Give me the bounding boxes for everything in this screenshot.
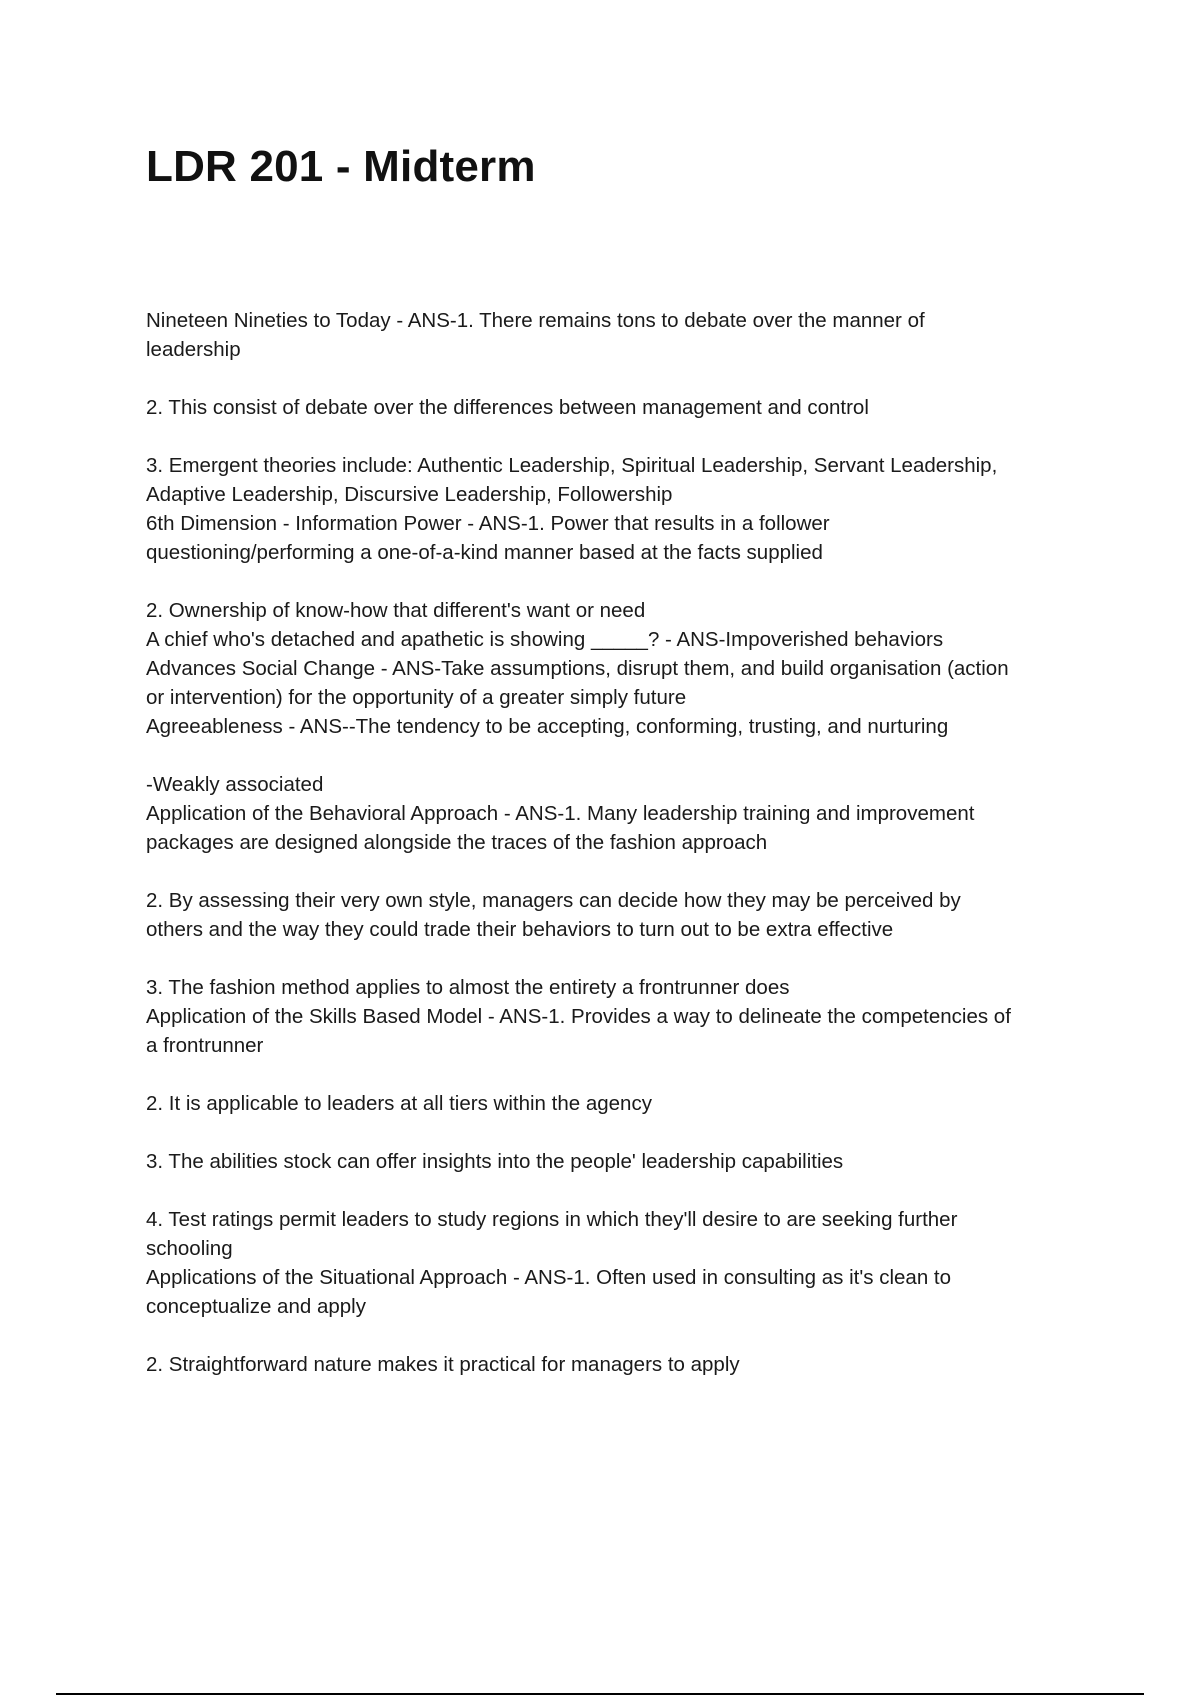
text-line: Advances Social Change - ANS-Take assumptions, disrupt them, and build organisation (action — [146, 657, 1009, 680]
paragraph — [146, 1205, 1090, 1321]
text-line: Nineteen Nineties to Today - ANS-1. There remains tons to debate over the manner of — [146, 309, 925, 332]
document-body — [146, 306, 1090, 1379]
paragraph — [146, 1350, 1090, 1379]
page-title: LDR 201 - Midterm — [146, 142, 536, 191]
paragraph — [146, 1089, 1090, 1118]
text-line: 3. The fashion method applies to almost the entirety a frontrunner does — [146, 976, 790, 999]
paragraph — [146, 306, 1090, 364]
text-line: A chief who's detached and apathetic is showing _____? - ANS-Impoverished behaviors — [146, 628, 944, 651]
text-line: Application of the Behavioral Approach - ANS-1. Many leadership training and improvement — [146, 802, 975, 825]
text-line: 4. Test ratings permit leaders to study regions in which they'll desire to are seeking further — [146, 1208, 958, 1231]
text-line: 3. Emergent theories include: Authentic Leadership, Spiritual Leadership, Servant Leadership, — [146, 454, 998, 477]
text-line: 2. This consist of debate over the differences between management and control — [146, 396, 869, 419]
paragraph — [146, 770, 1090, 857]
text-line: 3. The abilities stock can offer insights into the people' leadership capabilities — [146, 1150, 844, 1173]
paragraph — [146, 393, 1090, 422]
text-line: 2. By assessing their very own style, managers can decide how they may be perceived by — [146, 889, 961, 912]
text-line: a frontrunner — [146, 1034, 264, 1057]
page-bottom-divider — [56, 1693, 1144, 1695]
text-line: questioning/performing a one-of-a-kind manner based at the facts supplied — [146, 541, 823, 564]
text-line: Applications of the Situational Approach - ANS-1. Often used in consulting as it's clean to — [146, 1266, 952, 1289]
text-line: conceptualize and apply — [146, 1295, 366, 1318]
text-line: 2. It is applicable to leaders at all tiers within the agency — [146, 1092, 652, 1115]
paragraph — [146, 886, 1090, 944]
text-line: 2. Straightforward nature makes it practical for managers to apply — [146, 1353, 740, 1376]
paragraph — [146, 596, 1090, 741]
paragraph — [146, 973, 1090, 1060]
text-line: packages are designed alongside the traces of the fashion approach — [146, 831, 768, 854]
text-line: schooling — [146, 1237, 233, 1260]
text-line: or intervention) for the opportunity of a greater simply future — [146, 686, 687, 709]
text-line: Adaptive Leadership, Discursive Leadership, Followership — [146, 483, 673, 506]
text-line: others and the way they could trade their behaviors to turn out to be extra effective — [146, 918, 894, 941]
text-line: 2. Ownership of know-how that different's want or need — [146, 599, 646, 622]
text-line: -Weakly associated — [146, 773, 324, 796]
text-line: Application of the Skills Based Model - ANS-1. Provides a way to delineate the competencies of — [146, 1005, 1011, 1028]
paragraph — [146, 1147, 1090, 1176]
text-line: 6th Dimension - Information Power - ANS-1. Power that results in a follower — [146, 512, 830, 535]
paragraph — [146, 451, 1090, 567]
text-line: leadership — [146, 338, 241, 361]
text-line: Agreeableness - ANS--The tendency to be accepting, conforming, trusting, and nurturing — [146, 715, 949, 738]
